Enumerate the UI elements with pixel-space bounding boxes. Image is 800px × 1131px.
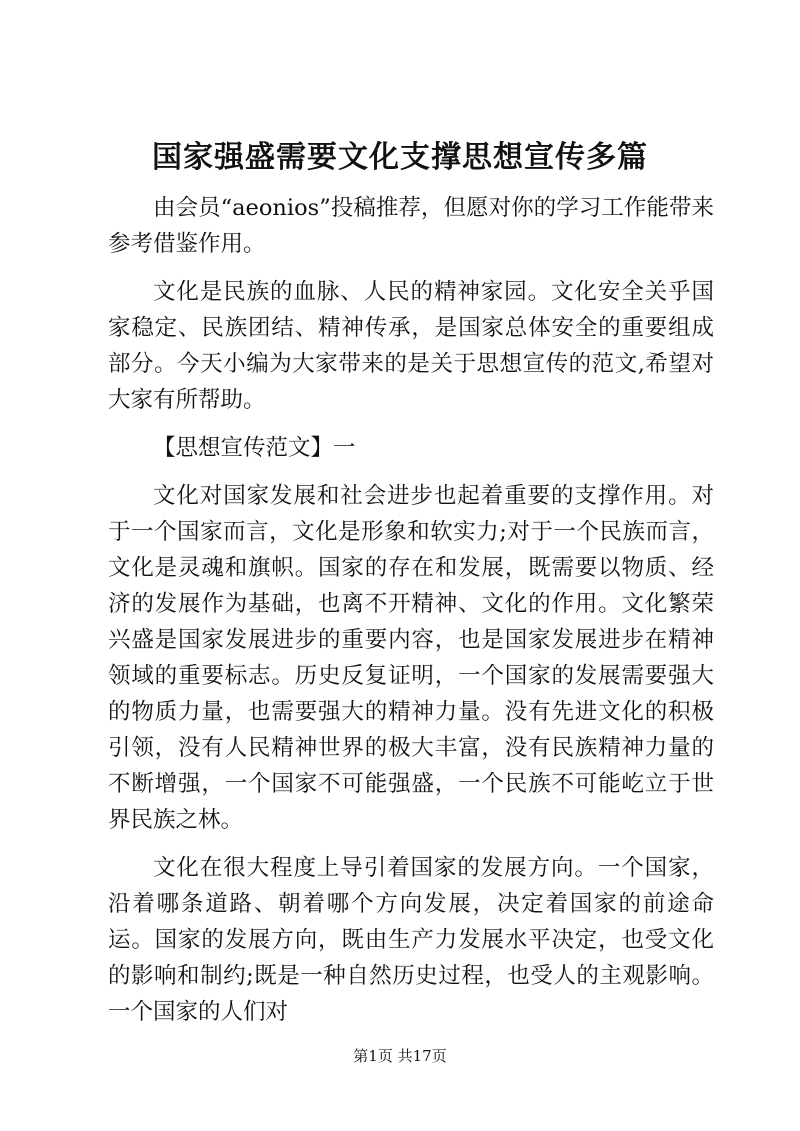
paragraph-culture-direction: 文化在很大程度上导引着国家的发展方向。一个国家，沿着哪条道路、朝着哪个方向发展，决定着国家的前途命运。国家的发展方向，既由生产力发展水平决定，也受文化的影响和制约;既是一种自然历史过程，也受人的主观影响。一个国家的人们对: [108, 855, 714, 1025]
document-body: [108, 190, 714, 1042]
page-number-footer: 第1页 共17页: [353, 1047, 447, 1065]
section-heading: 【思想宣传范文】一: [153, 435, 356, 461]
paragraph-intro: 文化是民族的血脉、人民的精神家园。文化安全关乎国家稳定、民族团结、精神传承，是国家总体安全的重要组成部分。今天小编为大家带来的是关于思想宣传的范文,希望对大家有所帮助。: [108, 279, 714, 413]
paragraph-submission-note: 由会员“aeonios”投稿推荐，但愿对你的学习工作能带来参考借鉴作用。: [108, 195, 714, 257]
document-title: 国家强盛需要文化支撑思想宣传多篇: [152, 140, 648, 175]
paragraph-culture-support: 文化对国家发展和社会进步也起着重要的支撑作用。对于一个国家而言，文化是形象和软实力;对于一个民族而言，文化是灵魂和旗帜。国家的存在和发展，既需要以物质、经济的发展作为基础，也离不开精神、文化的作用。文化繁荣兴盛是国家发展进步的重要内容，也是国家发展进步在精神领域的重要标志。历史反复证明，一个国家的发展需要强大的物质力量，也需要强大的精神力量。没有先进文化的积极引领，没有人民精神世界的极大丰富，没有民族精神力量的不断增强，一个国家不可能强盛，一个民族不可能屹立于世界民族之林。: [108, 483, 714, 833]
